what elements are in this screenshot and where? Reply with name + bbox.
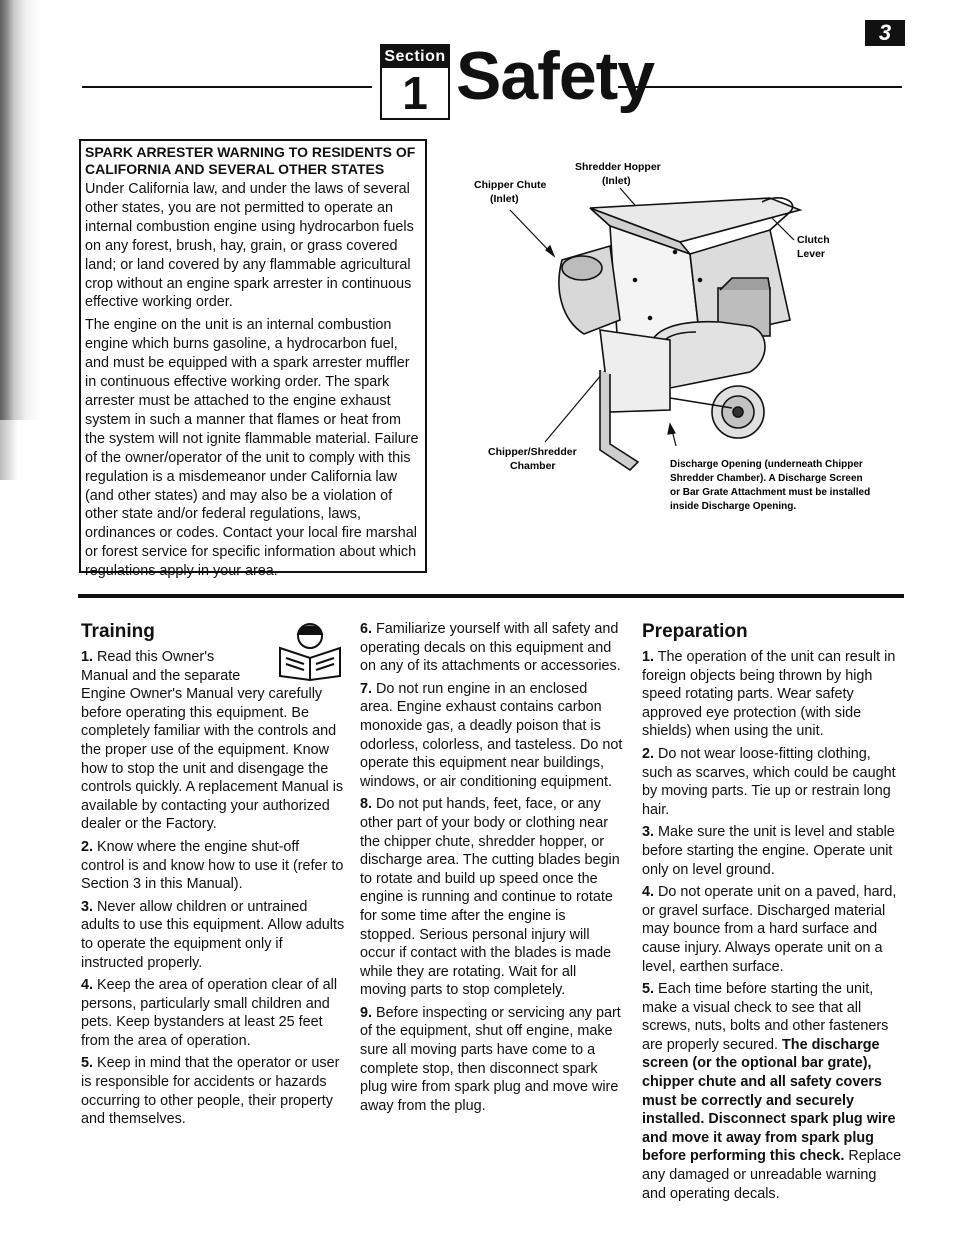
header-rule-right — [618, 86, 902, 88]
machine-drawing — [559, 198, 800, 470]
middle-item-6-num: 6. — [360, 621, 373, 637]
preparation-column — [642, 620, 904, 1207]
preparation-item-5-b: The discharge screen (or the optional bar grate), chipper chute and all safety covers must be correctly and securely installed. Disconnect spark plug wire and move it away from spark plug before performing this check. — [642, 1036, 896, 1165]
label-clutch-lever: Lever — [797, 248, 826, 260]
page-binding-shadow-lower — [0, 420, 18, 480]
label-clutch: Clutch — [797, 234, 830, 246]
label-discharge-4: inside Discharge Opening. — [670, 501, 797, 512]
training-item-3 — [81, 898, 345, 972]
label-discharge-3: or Bar Grate Attachment must be installed — [670, 487, 871, 498]
warning-heading-line2: CALIFORNIA AND SEVERAL OTHER STATES — [85, 161, 385, 177]
header-rule-left — [82, 86, 372, 88]
warning-heading — [85, 144, 421, 178]
warning-paragraph-1: Under California law, and under the laws of several other states, you are not permitted to operate an internal combustion engine using hydrocarbon fuels on any forest, brush, hay, grain, or grass covered land; or land covered by any flammable agricultural crop without an engine spark arrester in continuous effective working order. — [85, 181, 414, 311]
page-title: Safety — [456, 38, 655, 114]
middle-item-7 — [360, 680, 624, 792]
page-number: 3 — [865, 20, 905, 46]
label-chipper-chute-inlet: (Inlet) — [490, 193, 519, 205]
training-item-1-b: Manual and the separate — [81, 667, 241, 684]
label-discharge-2: Shredder Chamber). A Discharge Screen — [670, 473, 863, 484]
label-chamber-2: Chamber — [510, 460, 556, 472]
middle-item-7-num: 7. — [360, 680, 373, 697]
middle-item-7-text: Do not run engine in an enclosed area. Engine exhaust contains carbon monoxide gas, a deadly poison that is odorless, colorless, and tasteless. Do not operate this equipment near buildings, windows, or air conditioning equipment. — [360, 680, 623, 790]
preparation-item-4-num: 4. — [642, 884, 655, 901]
page-binding-shadow — [0, 0, 40, 420]
section-badge — [380, 44, 450, 120]
preparation-item-2-num: 2. — [642, 745, 655, 762]
warning-paragraph-2: The engine on the unit is an internal combustion engine which burns gasoline, a hydrocarbon fuel, and must be equipped with a spark arrester muffler in continuous effective working order. The spark arrester must be attached to the engine exhaust system in such a manner that flames or heat from the system will not ignite flammable material. Failure of the owner/operator of the unit to comply with this regulation is a misdemeanor under California law (and other states) and may also be a violation of other state and/or federal regulations, laws, ordinances or codes. Contact your local fire marshal or forest service for specific information about which regulations apply in your area. — [85, 317, 419, 580]
label-shredder-hopper: Shredder Hopper — [575, 161, 661, 173]
training-item-3-num: 3. — [81, 898, 94, 915]
middle-item-8 — [360, 795, 624, 1000]
preparation-item-3-text: Make sure the unit is level and stable before starting the engine. Operate unit only on level ground. — [642, 824, 895, 878]
label-chipper-chute: Chipper Chute — [474, 179, 547, 191]
training-item-2-num: 2. — [81, 838, 94, 855]
training-item-2-text: Know where the engine shut-off control is and know how to use it (refer to Section 3 in this Manual). — [81, 838, 344, 893]
chipper-shredder-diagram — [470, 150, 900, 520]
preparation-item-1 — [642, 648, 904, 741]
training-item-5 — [81, 1054, 345, 1128]
section-number: 1 — [402, 67, 428, 119]
reading-manual-icon — [270, 620, 354, 682]
middle-item-9-text: Before inspecting or servicing any part of the equipment, shut off engine, make sure all moving parts have come to a complete stop, then disconnect spark plug wire from spark plug and move wire away from the plug. — [360, 1004, 621, 1114]
middle-item-9 — [360, 1004, 624, 1116]
preparation-item-4-text: Do not operate unit on a paved, hard, or gravel surface. Discharged material may bounce from a hard surface and cause injury. Always operate unit on a level, earthen surface. — [642, 884, 897, 975]
middle-item-8-text: Do not put hands, feet, face, or any other part of your body or clothing near the chipper chute, shredder hopper, or discharge area. The cutting blades begin to rotate and build up speed once the engine is running and continue to rotate for some time after the engine is stopped. Serious personal injury will occur if contact with the blades is made while they are rotating. Wait for all moving parts to stop completely. — [360, 796, 620, 999]
preparation-item-2-text: Do not wear loose-fitting clothing, such as scarves, which could be caught by moving parts. Tie up or restrain long hair. — [642, 745, 896, 818]
spark-arrester-warning-box — [79, 139, 427, 580]
training-column — [81, 620, 345, 1133]
training-item-1-c: Engine Owner's Manual very carefully before operating this equipment. Be completely familiar with the controls and the proper use of the equipment. Know how to stop the unit and disengage the controls quickly. A replacement Manual is available by contacting your authorized dealer or the Factory. — [81, 686, 344, 833]
label-shredder-hopper-inlet: (Inlet) — [602, 175, 631, 187]
training-item-4-num: 4. — [81, 977, 94, 994]
label-discharge-1: Discharge Opening (underneath Chipper — [670, 459, 863, 470]
middle-item-6-text: Familiarize yourself with all safety and operating decals on this equipment and on any of its attachments or accessories. — [360, 621, 621, 675]
training-item-5-num: 5. — [81, 1055, 94, 1072]
preparation-item-5-num: 5. — [642, 981, 655, 998]
preparation-item-4 — [642, 883, 904, 976]
preparation-item-5-c: Replace any damaged or unreadable warning and operating decals. — [642, 1148, 902, 1202]
warning-heading-line1: SPARK ARRESTER WARNING TO RESIDENTS OF — [85, 144, 416, 160]
preparation-item-5-a: Each time before starting the unit, make a visual check to see that all screws, nuts, bolts and other fasteners are properly secured. — [642, 981, 889, 1053]
middle-column — [360, 620, 624, 1119]
preparation-item-5 — [642, 980, 904, 1203]
preparation-item-2 — [642, 745, 904, 819]
training-item-5-text: Keep in mind that the operator or user is responsible for accidents or hazards occurring to other people, their property and themselves. — [81, 1055, 340, 1128]
training-heading: Training — [81, 621, 155, 642]
training-item-4 — [81, 976, 345, 1050]
middle-item-9-num: 9. — [360, 1004, 373, 1021]
middle-item-8-num: 8. — [360, 796, 373, 813]
training-item-3-text: Never allow children or untrained adults to use this equipment. Allow adults to operate the equipment only if instructed properly. — [81, 898, 345, 971]
training-item-2 — [81, 838, 345, 894]
preparation-item-1-text: The operation of the unit can result in foreign objects being thrown by high speed rotating parts. Wear safety approved eye protection (with side shields) when using the unit. — [642, 649, 896, 740]
preparation-item-3 — [642, 823, 904, 879]
preparation-item-1-num: 1. — [642, 649, 655, 665]
training-item-4-text: Keep the area of operation clear of all persons, particularly small children and pets. Keep bystanders at least 25 feet from the area of operation. — [81, 977, 338, 1049]
preparation-heading: Preparation — [642, 621, 748, 642]
section-divider — [78, 594, 904, 598]
middle-item-6 — [360, 620, 624, 676]
preparation-item-3-num: 3. — [642, 824, 655, 841]
section-label: Section — [382, 46, 448, 68]
training-item-1-a: Read this Owner's — [97, 649, 215, 665]
label-chamber: Chipper/Shredder — [488, 446, 577, 458]
training-item-1-num: 1. — [81, 649, 94, 665]
